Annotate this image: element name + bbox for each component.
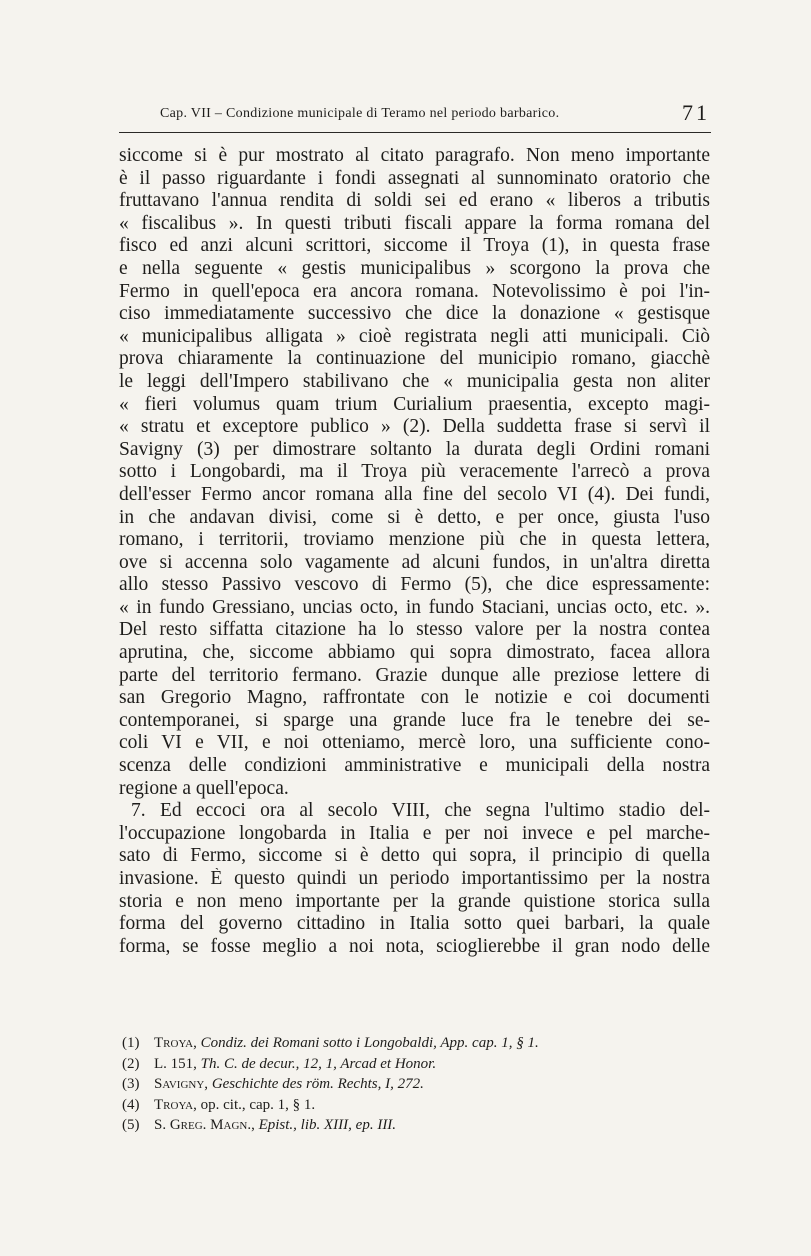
text-line: « stratu et exceptore publico » (2). Della suddetta frase si servì il [119, 416, 710, 438]
text-line: sato di Fermo, siccome si è detto qui sopra, il principio di quella [119, 845, 710, 867]
text-line: « in fundo Gressiano, uncias octo, in fundo Staciani, uncias octo, etc. ». [119, 596, 710, 618]
running-header [120, 100, 710, 130]
footnote-mark: (1) [122, 1035, 140, 1051]
footnote-author: L. 151, [154, 1055, 197, 1072]
section-start-line: 7. Ed eccoci ora al secolo VIII, che segna l'ultimo stadio del- [131, 800, 710, 822]
text-line: in che andavan divisi, come si è detto, e per once, giusta l'uso [119, 506, 710, 528]
text-line: le leggi dell'Impero stabilivano che « municipalia gesta non aliter [119, 370, 710, 392]
text-line: è il passo riguardante i fondi assegnati al sunnominato oratorio che [119, 167, 710, 189]
text-line: coli VI e VII, e noi otteniamo, mercè loro, una sufficiente cono- [119, 732, 710, 754]
text-line: Fermo in quell'epoca era ancora romana. Notevolissimo è poi l'in- [119, 280, 710, 302]
text-line: ove si accenna solo vagamente ad alcuni fundos, in un'altra diretta [119, 551, 710, 573]
footnote-author: Troya, [154, 1035, 197, 1051]
text-line: siccome si è pur mostrato al citato paragrafo. Non meno importante [119, 145, 710, 166]
text-line: fruttavano l'annua rendita di soldi sei ed erano « liberos a tributis [119, 190, 710, 212]
text-line: Del resto siffatta citazione ha lo stesso valore per la nostra contea [119, 619, 710, 641]
footnote-mark: (3) [122, 1076, 140, 1092]
footnote-text: op. cit., cap. 1, § 1. [200, 1096, 316, 1113]
footnote-mark: (5) [122, 1117, 140, 1133]
text-line: « municipalibus alligata » cioè registrata negli atti municipali. Ciò [119, 325, 710, 347]
body-text [119, 145, 710, 958]
footnote-text: Condiz. dei Romani sotto i Longobaldi, App. cap. 1, § 1. [200, 1035, 539, 1051]
text-line: « fiscalibus ». In questi tributi fiscali appare la forma romana del [119, 212, 710, 234]
text-line: scenza delle condizioni amministrative e municipali della nostra [119, 755, 710, 777]
running-title: Cap. VII – Condizione municipale di Teramo nel periodo barbarico. [160, 106, 560, 121]
text-line: romano, i territorii, troviamo menzione più che in questa lettera, [119, 529, 710, 551]
text-line: e nella seguente « gestis municipalibus » scorgono la prova che [119, 257, 710, 279]
page-number: 71 [682, 100, 710, 125]
text-line: ciso immediatamente successivo che dice la donazione « gestisque [119, 303, 710, 325]
footnote-mark: (2) [122, 1055, 140, 1072]
footnote-text: Geschichte des röm. Rechts, I, 272. [211, 1076, 424, 1092]
text-line: dell'esser Fermo ancor romana alla fine del secolo VI (4). Dei fundi, [119, 483, 710, 505]
text-line: prova chiaramente la continuazione del municipio romano, giacchè [119, 348, 710, 370]
footnote-text: Th. C. de decur., 12, 1, Arcad et Honor. [200, 1055, 437, 1072]
text-line: invasione. È questo quindi un periodo importantissimo per la nostra [119, 868, 710, 889]
footnote-author: Savigny, [154, 1076, 209, 1092]
text-line: fisco ed anzi alcuni scrittori, siccome il Troya (1), in questa frase [119, 235, 710, 257]
text-line: forma, se fosse meglio a noi nota, scioglierebbe il gran nodo delle [119, 935, 710, 957]
text-line: storia e non meno importante per la grande quistione storica sulla [119, 890, 710, 912]
text-line: parte del territorio fermano. Grazie dunque alle preziose lettere di [119, 664, 710, 686]
text-line: « fieri volumus quam trium Curialium praesentia, excepto magi- [119, 393, 710, 415]
text-line: allo stesso Passivo vescovo di Fermo (5), che dice espressamente: [119, 574, 710, 596]
text-line: sotto i Longobardi, ma il Troya più veracemente l'arrecò a prova [119, 461, 710, 483]
footnotes [122, 1033, 682, 1136]
text-line: forma del governo cittadino in Italia sotto quei barbari, la quale [119, 913, 710, 935]
footnote [122, 1115, 682, 1136]
footnote-author: Troya, [154, 1096, 197, 1113]
text-line: Savigny (3) per dimostrare soltanto la durata degli Ordini romani [119, 438, 710, 460]
text-line: aprutina, che, siccome abbiamo qui sopra dimostrato, facea allora [119, 642, 710, 664]
footnote [122, 1054, 682, 1075]
footnote-text: Epist., lib. XIII, ep. III. [258, 1117, 397, 1133]
footnote-mark: (4) [122, 1096, 140, 1113]
text-line: contemporanei, si sparge una grande luce fra le tenebre dei se- [119, 709, 710, 731]
footnote [122, 1095, 682, 1116]
text-line: regione a quell'epoca. [119, 777, 289, 799]
header-rule [119, 132, 711, 133]
text-line: san Gregorio Magno, raffrontate con le notizie e coi documenti [119, 687, 710, 709]
footnote-author: S. Greg. Magn., [154, 1117, 255, 1133]
footnote [122, 1033, 682, 1054]
footnote [122, 1074, 682, 1095]
text-line: l'occupazione longobarda in Italia e per noi invece e pel marche- [119, 822, 710, 844]
